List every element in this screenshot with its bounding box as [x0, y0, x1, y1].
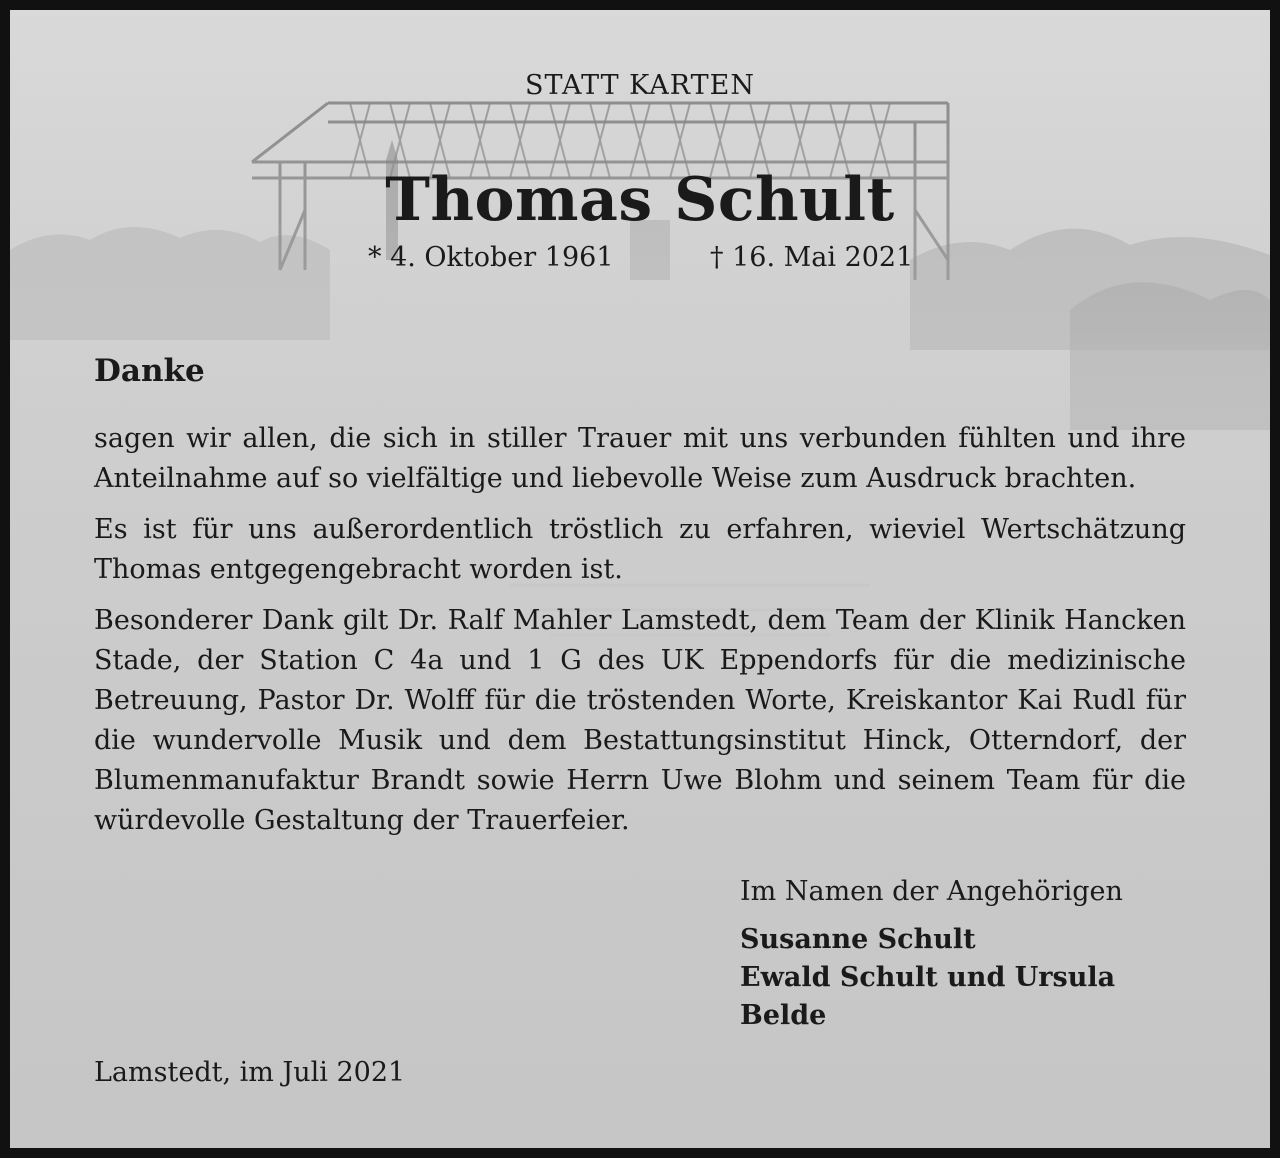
deceased-name: Thomas Schult	[385, 165, 895, 235]
signoff-intro: Im Namen der Angehörigen	[740, 876, 1123, 907]
thanks-text	[94, 419, 1186, 852]
paragraph: Es ist für uns außerordentlich tröstlich zu erfahren, wieviel Wertschätzung Thomas entgegengebracht worden ist.	[94, 514, 1186, 585]
birth-date: * 4. Oktober 1961	[368, 242, 614, 273]
paragraph: sagen wir allen, die sich in stiller Trauer mit uns verbunden fühlten und ihre Anteilnahme auf so vielfältige und liebevolle Weise zum Ausdruck brachten.	[94, 423, 1186, 494]
obituary-card	[10, 10, 1270, 1148]
paragraph: Besonderer Dank gilt Dr. Ralf Mahler Lamstedt, dem Team der Klinik Hancken Stade, der Station C 4a und 1 G des UK Eppendorfs für die medizinische Betreuung, Pastor Dr. Wolff für die tröstenden Worte, Kreiskantor Kai Rudl für die wundervolle Musik und dem Bestattungsinstitut Hinck, Otterndorf, der Blumenmanufaktur Brandt sowie Herrn Uwe Blohm und seinem Team für die würdevolle Gestaltung der Trauerfeier.	[94, 605, 1186, 836]
place-and-date: Lamstedt, im Juli 2021	[94, 1057, 406, 1088]
signer-name: Susanne Schult	[740, 924, 976, 955]
signer-name: Ewald Schult und Ursula Belde	[740, 962, 1116, 1031]
thanks-heading: Danke	[94, 353, 205, 389]
statt-karten-caption: STATT KARTEN	[525, 70, 755, 101]
death-date: † 16. Mai 2021	[710, 242, 914, 273]
signoff-block	[740, 876, 1190, 1035]
